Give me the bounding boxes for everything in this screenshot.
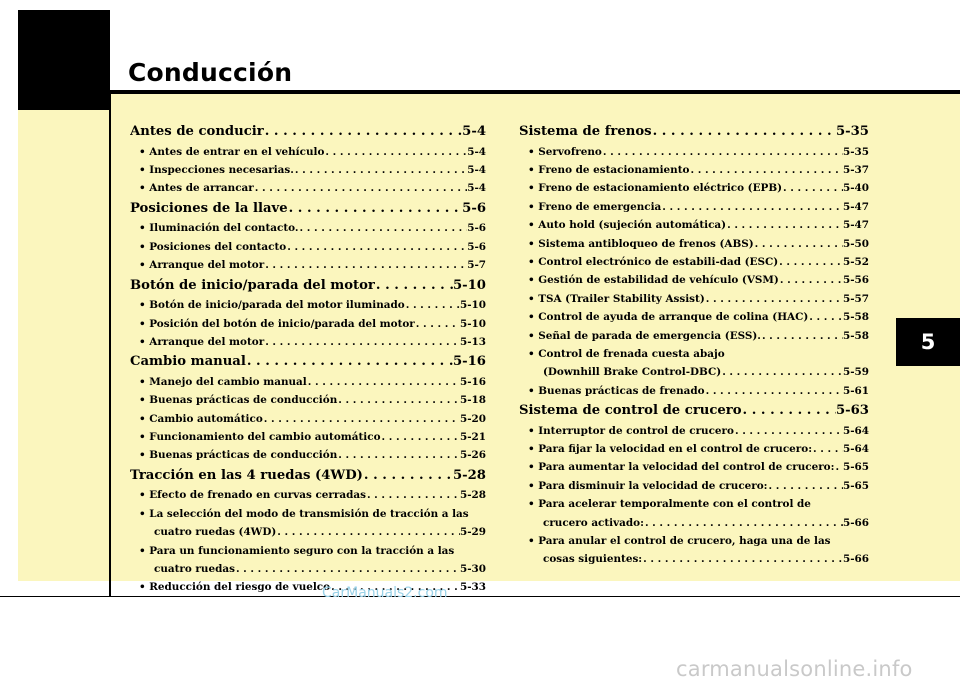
dot-leader (602, 143, 843, 161)
toc-label: • Gestión de estabilidad de vehículo (VSM) (528, 274, 779, 287)
dot-leader (307, 373, 460, 391)
toc-entry-line[interactable]: • Control de frenada cuesta abajo (528, 347, 725, 360)
dot-leader (742, 400, 836, 422)
toc-page-number: 5-13 (459, 335, 486, 348)
toc-entry[interactable] (130, 446, 486, 464)
toc-label: • Efecto de frenado en curvas cerradas (139, 489, 366, 502)
toc-page-number: 5-47 (842, 200, 869, 213)
toc-entry[interactable] (519, 198, 869, 216)
toc-right-column (519, 121, 869, 569)
toc-page-number: 5-57 (842, 292, 869, 305)
toc-label: • Señal de parada de emergencia (ESS). (528, 329, 761, 342)
toc-page-number: 5-37 (842, 163, 869, 176)
toc-page-number: 5-64 (842, 424, 869, 437)
dot-leader (405, 296, 460, 314)
toc-page-number: 5-16 (452, 354, 486, 370)
toc-page-number: 5-21 (459, 431, 486, 444)
toc-label: • Iluminación del contacto. (139, 222, 299, 235)
dot-leader (276, 523, 460, 541)
toc-page-number: 5-28 (459, 489, 486, 502)
dot-leader (652, 121, 836, 143)
dot-leader (366, 486, 460, 504)
toc-entry[interactable] (130, 373, 486, 391)
toc-page-number: 5-66 (842, 553, 869, 566)
toc-entry[interactable] (130, 410, 486, 428)
toc-section[interactable] (519, 121, 869, 143)
toc-label: cuatro ruedas (154, 563, 235, 575)
dot-leader (734, 422, 843, 440)
toc-entry[interactable] (519, 143, 869, 161)
toc-label: • Para aumentar la velocidad del control de crucero: (528, 461, 835, 474)
dot-leader (415, 315, 460, 333)
toc-entry[interactable] (519, 235, 869, 253)
toc-section[interactable] (130, 351, 486, 373)
toc-page-number: 5-30 (459, 563, 486, 575)
toc-page-number: 5-16 (459, 375, 486, 388)
toc-entry-line[interactable]: • Para anular el control de crucero, haga una de las (528, 535, 831, 547)
toc-entry[interactable] (130, 219, 486, 237)
dot-leader (812, 440, 843, 458)
toc-page-number: 5-35 (842, 145, 869, 158)
toc-label: • Freno de estacionamiento eléctrico (EPB) (528, 182, 783, 195)
toc-entry[interactable] (519, 216, 869, 234)
toc-label: • Interruptor de control de crucero (528, 424, 734, 437)
dot-leader (642, 550, 843, 568)
toc-label: crucero activado: (543, 516, 644, 529)
toc-entry[interactable] (519, 477, 869, 495)
toc-page-number: 5-4 (467, 182, 486, 195)
dot-leader (363, 465, 453, 487)
toc-page-number: 5-50 (842, 237, 869, 250)
toc-label: • Control de ayuda de arranque de colina (HAC) (528, 311, 809, 324)
toc-left-column (130, 121, 486, 597)
toc-entry[interactable] (519, 458, 869, 476)
dot-leader (286, 238, 467, 256)
toc-label: • Freno de emergencia (528, 200, 662, 213)
dot-leader (337, 391, 460, 409)
toc-label: • Servofreno (528, 145, 602, 158)
toc-label: • Inspecciones necesarias. (139, 163, 294, 176)
toc-entry[interactable] (130, 391, 486, 409)
toc-page-number: 5-10 (459, 317, 486, 330)
dot-leader (721, 363, 843, 381)
toc-entry[interactable] (519, 327, 869, 345)
dot-leader (779, 271, 843, 289)
toc-page-number: 5-58 (842, 311, 869, 324)
toc-page-number: 5-4 (467, 163, 486, 176)
dot-leader (246, 351, 453, 373)
toc-entry[interactable] (519, 179, 869, 197)
toc-page-number: 5-10 (459, 299, 486, 312)
toc-page-number: 5-64 (842, 443, 869, 456)
toc-label: Posiciones de la llave (130, 200, 288, 216)
dot-leader (375, 275, 453, 297)
toc-entry[interactable] (519, 290, 869, 308)
toc-label: • Auto hold (sujeción automática) (528, 219, 727, 232)
toc-entry[interactable] (130, 238, 486, 256)
dot-leader (661, 198, 843, 216)
toc-label: • Funcionamiento del cambio automático (139, 431, 381, 444)
dot-leader (235, 560, 460, 578)
toc-page-number: 5-6 (467, 240, 486, 253)
toc-page-number: 5-35 (835, 124, 869, 139)
dot-leader (381, 428, 460, 446)
toc-label: • Posiciones del contacto (139, 240, 287, 253)
dot-leader (689, 161, 843, 179)
toc-page-number: 5-18 (459, 394, 486, 407)
toc-page-number: 5-29 (459, 526, 486, 539)
toc-entry-line[interactable]: • Para acelerar temporalmente con el control de (528, 498, 811, 511)
toc-label: • Antes de entrar en el vehículo (139, 145, 325, 158)
watermark-carmanualsonline[interactable]: carmanualsonline.info (676, 657, 913, 681)
dot-leader (263, 410, 460, 428)
toc-label: • Freno de estacionamiento (528, 163, 690, 176)
toc-label: • Arranque del motor (139, 335, 265, 348)
toc-label: Cambio manual (130, 354, 246, 370)
toc-label: Antes de conducir (130, 124, 264, 139)
dot-leader (288, 198, 463, 220)
dot-leader (254, 179, 467, 197)
toc-entry[interactable] (519, 161, 869, 179)
toc-entry[interactable] (130, 161, 486, 179)
toc-label: • Buenas prácticas de frenado (528, 384, 705, 397)
toc-label: • Antes de arrancar (139, 182, 254, 195)
toc-label: cuatro ruedas (4WD) (154, 526, 277, 539)
margin-rule (109, 94, 111, 597)
dot-leader (808, 308, 843, 326)
toc-entry[interactable] (519, 440, 869, 458)
toc-label: • Botón de inicio/parada del motor iluminado (139, 299, 405, 312)
toc-page-number: 5-33 (459, 581, 486, 594)
dot-leader (754, 235, 843, 253)
dot-leader (324, 143, 467, 161)
toc-label: • Buenas prácticas de conducción (139, 449, 338, 462)
toc-label: • Manejo del cambio manual (139, 375, 307, 388)
toc-section[interactable] (130, 121, 486, 143)
toc-entry[interactable] (519, 422, 869, 440)
toc-page-number: 5-63 (835, 403, 869, 419)
dot-leader (264, 333, 460, 351)
toc-section[interactable] (130, 275, 486, 297)
dot-leader (726, 216, 843, 234)
dot-leader (337, 446, 460, 464)
dot-leader (264, 256, 467, 274)
toc-entry[interactable] (519, 271, 869, 289)
toc-page-number: 5-65 (842, 479, 869, 492)
toc-label: • Sistema antibloqueo de frenos (ABS) (528, 237, 754, 250)
toc-entry[interactable] (519, 550, 869, 568)
toc-page-number: 5-61 (842, 384, 869, 397)
toc-label: • Buenas prácticas de conducción (139, 394, 338, 407)
toc-entry[interactable] (130, 143, 486, 161)
toc-page-number: 5-6 (467, 222, 486, 235)
toc-label: cosas siguientes: (543, 553, 643, 566)
toc-page-number: 5-58 (842, 329, 869, 342)
dot-leader (834, 458, 843, 476)
toc-entry[interactable] (519, 382, 869, 400)
chapter-tab[interactable]: 5 (896, 318, 960, 366)
toc-entry[interactable] (130, 179, 486, 197)
toc-page-number: 5-47 (842, 219, 869, 232)
watermark-carmanuals2[interactable]: CarManuals2.com (322, 585, 448, 601)
toc-entry[interactable] (130, 486, 486, 504)
dot-leader (778, 253, 843, 271)
dot-leader (782, 179, 843, 197)
toc-entry[interactable] (130, 315, 486, 333)
toc-entry[interactable] (519, 514, 869, 532)
dot-leader (264, 121, 462, 143)
dot-leader (705, 290, 843, 308)
toc-entry[interactable] (130, 560, 486, 578)
toc-label: Tracción en las 4 ruedas (4WD) (130, 467, 363, 483)
toc-page-number: 5-40 (842, 182, 869, 195)
toc-page-number: 5-4 (462, 124, 486, 139)
toc-label: (Downhill Brake Control-DBC) (543, 366, 722, 379)
toc-label: • Para fijar la velocidad en el control de crucero: (528, 443, 813, 456)
toc-label: • Para disminuir la velocidad de crucero: (528, 479, 768, 492)
toc-page-number: 5-28 (452, 467, 486, 483)
toc-entry[interactable] (130, 523, 486, 541)
toc-page-number: 5-56 (842, 274, 869, 287)
toc-page-number: 5-6 (462, 200, 486, 216)
dot-leader (768, 477, 843, 495)
toc-entry[interactable] (130, 428, 486, 446)
toc-section[interactable] (519, 400, 869, 422)
toc-page-number: 5-7 (467, 259, 486, 272)
toc-label: • Reducción del riesgo de vuelco (139, 581, 331, 594)
toc-entry[interactable] (130, 256, 486, 274)
toc-label: • TSA (Trailer Stability Assist) (528, 292, 705, 305)
toc-label: Sistema de frenos (519, 124, 652, 139)
page-title: Conducción (128, 58, 293, 87)
dot-leader (644, 514, 843, 532)
toc-label: • Control electrónico de estabili-dad (ESC) (528, 255, 779, 268)
toc-entry[interactable] (130, 333, 486, 351)
corner-strip (18, 94, 110, 110)
toc-page-number: 5-20 (459, 412, 486, 425)
toc-page-number: 5-10 (452, 277, 486, 293)
dot-leader (294, 161, 467, 179)
toc-entry-line[interactable]: • Para un funcionamiento seguro con la tracción a las (139, 544, 455, 557)
toc-entry-line[interactable]: • La selección del modo de transmisión de tracción a las (139, 507, 469, 520)
toc-entry[interactable] (519, 308, 869, 326)
toc-label: Sistema de control de crucero (519, 403, 742, 419)
dot-leader (299, 219, 468, 237)
toc-label: • Posición del botón de inicio/parada del motor (139, 317, 415, 330)
toc-page-number: 5-4 (467, 145, 486, 158)
toc-section[interactable] (130, 198, 486, 220)
dot-leader (761, 327, 843, 345)
toc-section[interactable] (130, 465, 486, 487)
toc-entry[interactable] (519, 253, 869, 271)
toc-entry[interactable] (130, 296, 486, 314)
toc-page-number: 5-66 (842, 516, 869, 529)
toc-page-number: 5-26 (459, 449, 486, 462)
toc-entry[interactable] (519, 363, 869, 381)
toc-label: • Arranque del motor (139, 259, 265, 272)
toc-page-number: 5-65 (842, 461, 869, 474)
dot-leader (705, 382, 843, 400)
toc-label: Botón de inicio/parada del motor (130, 277, 375, 293)
toc-page-number: 5-52 (842, 255, 869, 268)
toc-page-number: 5-59 (842, 366, 869, 379)
toc-label: • Cambio automático (139, 412, 263, 425)
